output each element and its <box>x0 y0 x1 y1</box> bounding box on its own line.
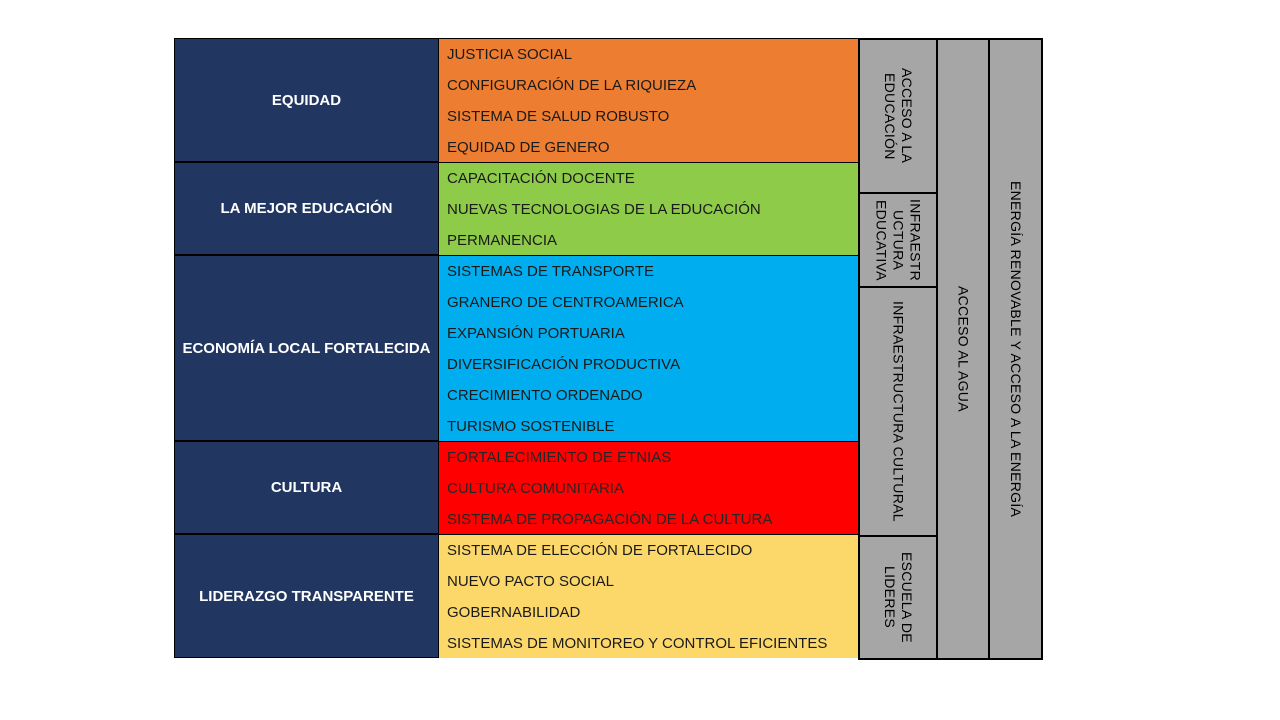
enabler-label-line: ESCUELA DE <box>899 552 915 643</box>
enabler-label-line: INFRAESTRUCTURA CULTURAL <box>890 301 907 522</box>
enabler-label-line: ACCESO A LA <box>899 68 915 164</box>
enabler-label-line: UCTURA <box>890 209 907 271</box>
list-item: SISTEMA DE SALUD ROBUSTO <box>447 108 670 125</box>
list-item: NUEVO PACTO SOCIAL <box>447 573 614 590</box>
list-item: EQUIDAD DE GENERO <box>447 139 610 156</box>
enabler-label-line: ENERGÍA RENOVABLE Y ACCESO A LA ENERGÍA <box>1008 180 1024 518</box>
list-item: CONFIGURACIÓN DE LA RIQUIEZA <box>447 77 697 94</box>
enabler-energia-renovable-label <box>1007 181 1024 517</box>
enabler-label-line: INFRAESTR <box>907 198 924 282</box>
list-item: JUSTICIA SOCIAL <box>447 46 573 63</box>
pillar-economia-local-fortalecida <box>174 255 439 441</box>
pillar-label: ECONOMÍA LOCAL FORTALECIDA <box>182 339 431 357</box>
enabler-infraestructura-cultural-label <box>890 301 907 522</box>
list-item: NUEVAS TECNOLOGIAS DE LA EDUCACIÓN <box>447 201 761 218</box>
enabler-acceso-educacion <box>858 38 938 194</box>
pillar-la-mejor-educacion <box>174 162 439 255</box>
list-item: SISTEMAS DE TRANSPORTE <box>447 263 654 280</box>
enabler-escuela-lideres-label <box>881 552 915 643</box>
enabler-label-line: EDUCACIÓN <box>882 72 898 160</box>
list-item: SISTEMA DE ELECCIÓN DE FORTALECIDO <box>447 542 753 559</box>
enabler-label-line: ACCESO AL AGUA <box>955 286 972 412</box>
item-group-la-mejor-educacion <box>439 162 858 255</box>
item-group-equidad <box>439 38 858 162</box>
list-item: SISTEMAS DE MONITOREO Y CONTROL EFICIENTES <box>447 635 828 652</box>
item-group-liderazgo-transparente <box>439 534 858 658</box>
pillar-equidad <box>174 38 439 162</box>
list-item: CULTURA COMUNITARIA <box>447 480 624 497</box>
list-item: CAPACITACIÓN DOCENTE <box>447 170 635 187</box>
list-item: PERMANENCIA <box>447 232 558 249</box>
enabler-label-line: LIDERES <box>882 566 898 629</box>
item-group-economia-local-fortalecida <box>439 255 858 441</box>
enabler-acceso-educacion-label <box>881 68 915 163</box>
pillar-label: CULTURA <box>270 479 343 496</box>
list-item: CRECIMIENTO ORDENADO <box>447 387 643 404</box>
enabler-infraestructura-cultural <box>858 286 938 537</box>
list-item: FORTALECIMIENTO DE ETNIAS <box>447 449 672 466</box>
enabler-acceso-agua-label <box>955 286 972 412</box>
enabler-infraestructura-educativa <box>858 192 938 288</box>
list-item: TURISMO SOSTENIBLE <box>447 418 615 435</box>
pillar-label: EQUIDAD <box>271 91 342 109</box>
item-group-cultura <box>439 441 858 534</box>
enabler-energia-renovable <box>988 38 1043 660</box>
enabler-escuela-lideres <box>858 535 938 660</box>
list-item: GRANERO DE CENTROAMERICA <box>447 294 684 311</box>
enabler-infraestructura-educativa-label <box>873 199 924 281</box>
enabler-acceso-agua <box>936 38 990 660</box>
list-item: EXPANSIÓN PORTUARIA <box>447 325 625 342</box>
enabler-label-line: EDUCATIVA <box>873 199 890 281</box>
pillar-label: LIDERAZGO TRANSPARENTE <box>199 587 414 605</box>
pillar-liderazgo-transparente <box>174 534 439 658</box>
list-item: GOBERNABILIDAD <box>447 604 581 621</box>
list-item: SISTEMA DE PROPAGACIÓN DE LA CULTURA <box>447 511 773 528</box>
pillar-label: LA MEJOR EDUCACIÓN <box>220 200 393 217</box>
list-item: DIVERSIFICACIÓN PRODUCTIVA <box>447 356 681 373</box>
pillar-cultura <box>174 441 439 534</box>
